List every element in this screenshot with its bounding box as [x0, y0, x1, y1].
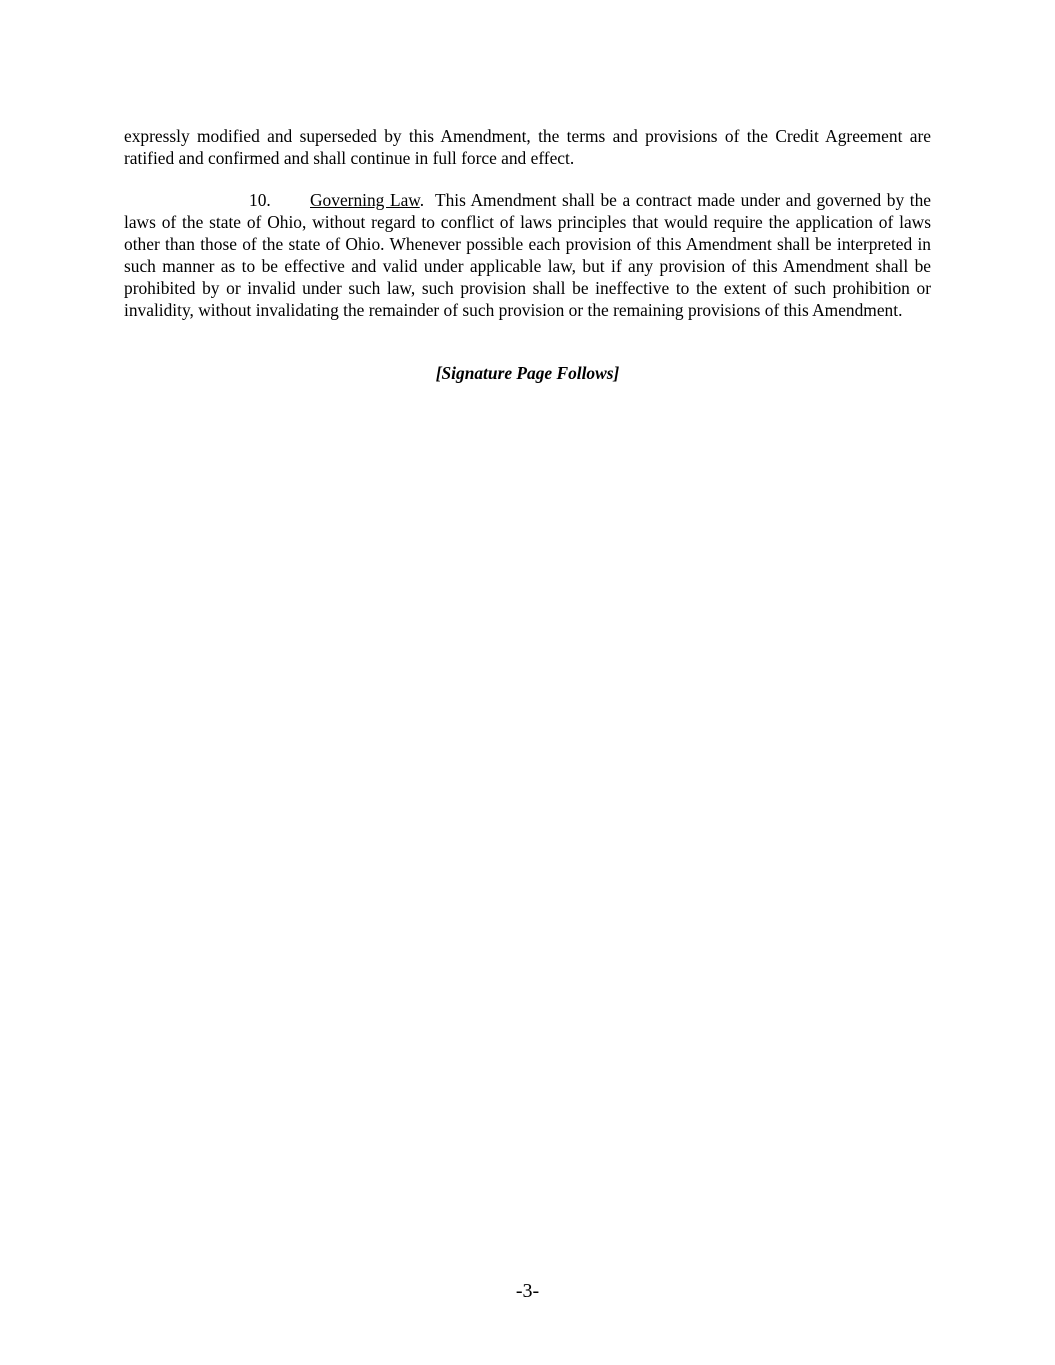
section-heading-punctuation: . [419, 190, 425, 210]
signature-page-note: [Signature Page Follows] [435, 363, 620, 383]
section-number: 10. [249, 190, 271, 210]
section-10-paragraph [124, 189, 931, 321]
section-body: This Amendment shall be a contract made under and governed by the laws of the state of Ohio, without regard to conflict of laws principles that would require the application of laws other than those of the state of Ohio. Whenever possible each provision of this Amendment shall be interpreted in such manner as to be effective and valid under applicable law, but if any provision of this Amendment shall be prohibited by or invalid under such law, such provision shall be ineffective to the extent of such prohibition or invalidity, without invalidating the remainder of such provision or the remaining provisions of this Amendment. [124, 190, 931, 320]
page-number: -3- [515, 1280, 540, 1302]
continuation-paragraph: expressly modified and superseded by this Amendment, the terms and provisions of the Credit Agreement are ratified and confirmed and shall continue in full force and effect. [124, 126, 931, 168]
section-heading: Governing Law [310, 190, 420, 210]
